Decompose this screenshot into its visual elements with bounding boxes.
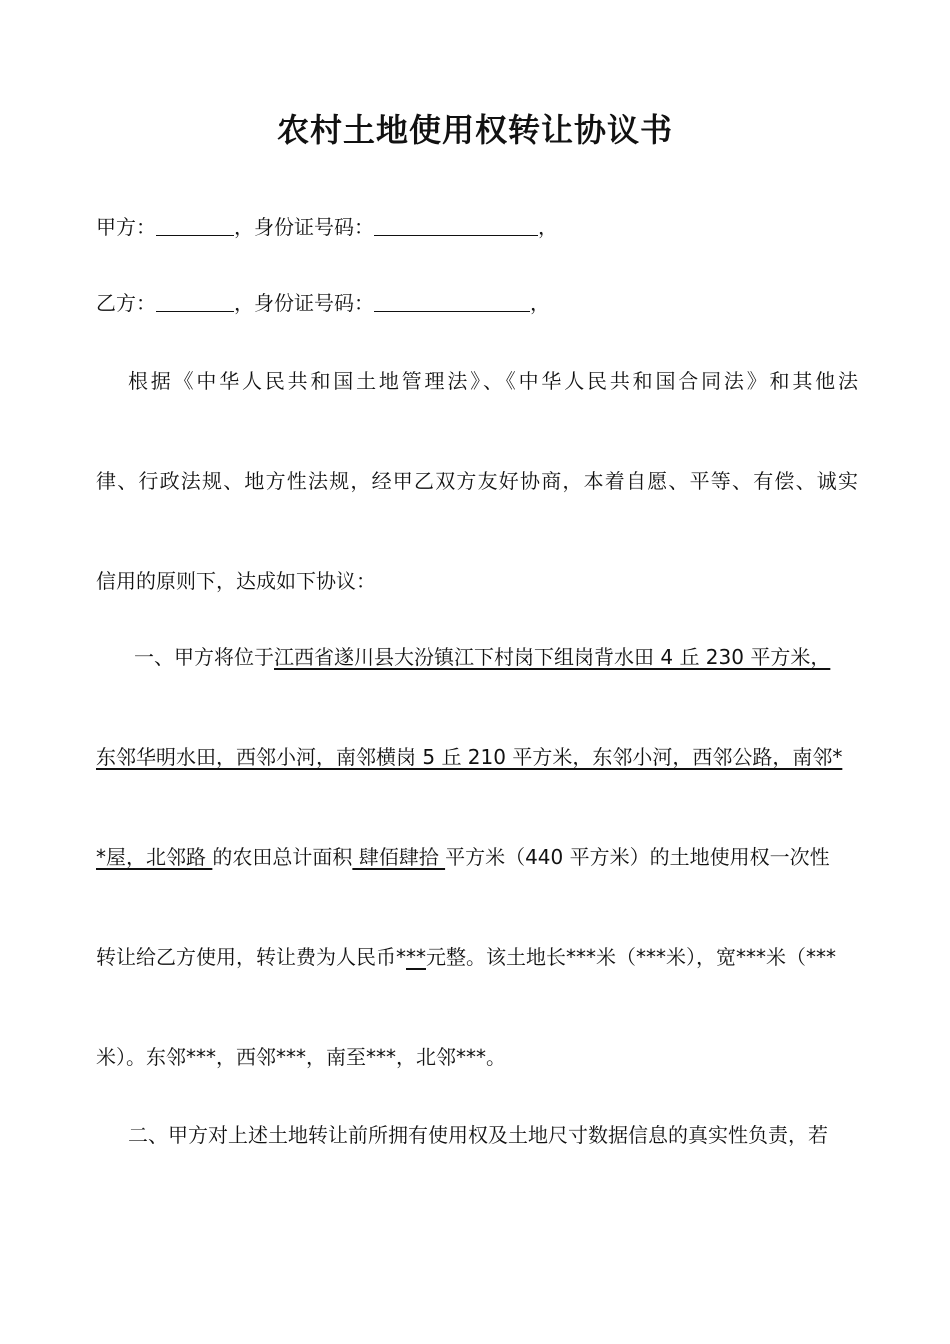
total-area-written: 肆佰肆拾 [352,845,446,869]
party-b-name-blank[interactable] [156,289,234,312]
total-area-label: 的农田总计面积 [212,845,353,869]
clause1-line-1 [96,642,858,672]
party-a-line [96,212,858,242]
party-b-end: ， [530,291,550,315]
preamble-line-1: 根据《中华人民共和国土地管理法》、《中华人民共和国合同法》和其他法 [128,369,858,393]
preamble-line-3: 信用的原则下，达成如下协议： [96,569,376,593]
clause2-line-1: 二、甲方对上述土地转让前所拥有使用权及土地尺寸数据信息的真实性负责，若 [128,1123,828,1147]
clause1-prefix: 一、甲方将位于 [134,645,274,669]
clause1-line-2 [96,742,858,772]
party-b-id-blank[interactable] [374,289,530,312]
party-b-line [96,288,858,318]
party-a-id-blank[interactable] [374,213,538,236]
land-boundaries-cont: *屋，北邻路 [96,845,213,869]
clause1-line-5: 米）。东邻***，西邻***，南至***，北邻***。 [96,1045,506,1069]
transfer-fee-prefix: 转让给乙方使用，转让费为人民币* [96,945,406,969]
clause1-line-4 [96,942,858,972]
land-location: 江西省遂川县大汾镇江下村岗下组岗背水田 4 丘 230 平方米， [274,645,831,669]
document-title: 农村土地使用权转让协议书 [276,111,673,149]
area-suffix: 平方米（440 平方米）的土地使用权一次性 [445,845,830,869]
party-a-label: 甲方： [96,215,156,239]
party-a-id-label: ，身份证号码： [234,215,374,239]
preamble-line-2: 律、行政法规、地方性法规，经甲乙双方友好协商，本着自愿、平等、有偿、诚实 [96,469,858,493]
transfer-fee-amount: ** [406,945,426,969]
party-b-id-label: ，身份证号码： [234,291,374,315]
land-boundaries: 东邻华明水田，西邻小河，南邻横岗 5 丘 210 平方米，东邻小河，西邻公路，南邻* [96,745,843,769]
clause1-line-3 [96,842,858,872]
party-b-label: 乙方： [96,291,156,315]
dimensions-text: 元整。该土地长***米（***米），宽***米（*** [426,945,836,969]
party-a-name-blank[interactable] [156,213,234,236]
party-a-end: ， [538,215,558,239]
